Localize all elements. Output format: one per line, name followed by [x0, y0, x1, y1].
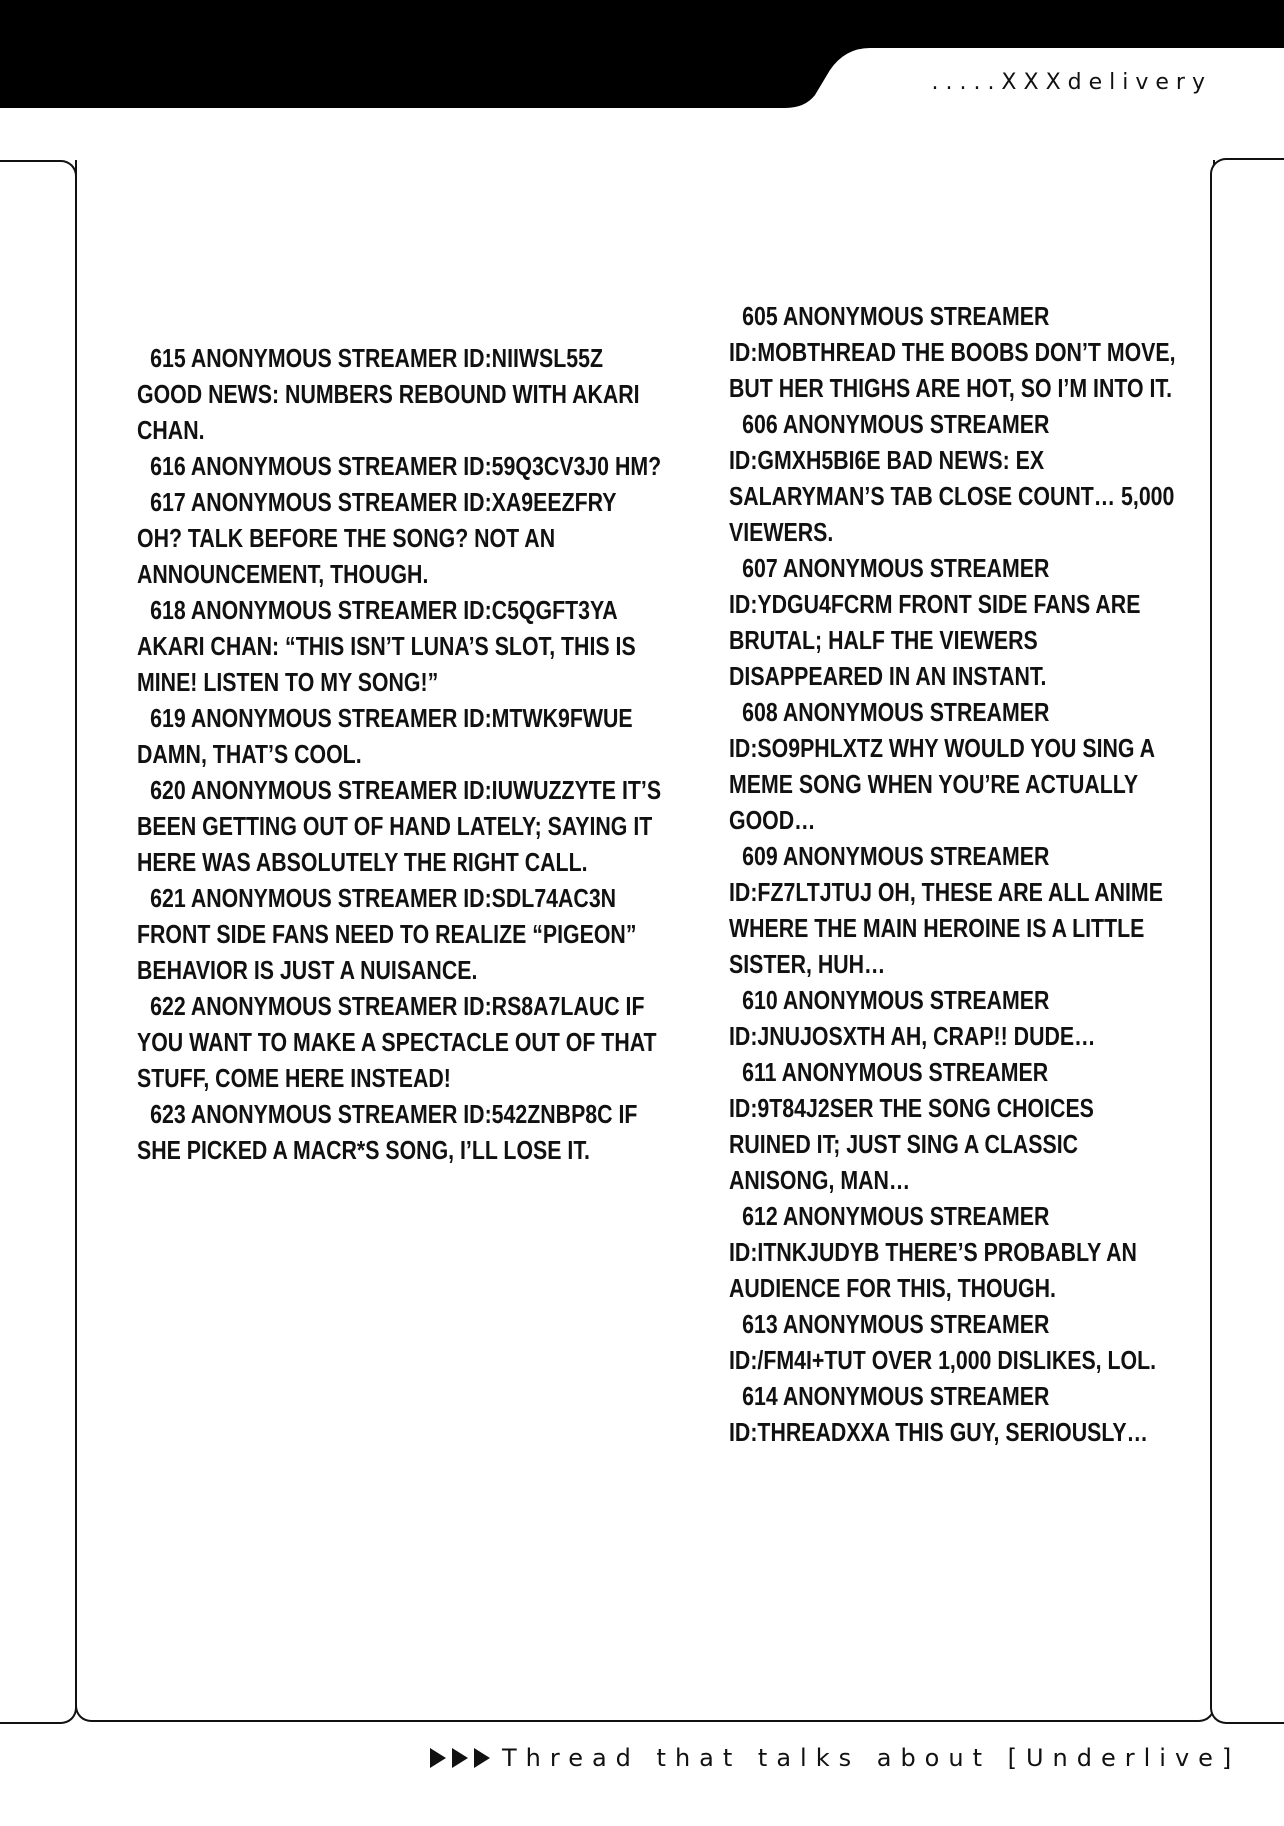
thread-post: 605 ANONYMOUS STREAMER ID:MOBTHREAD THE BOOBS DON’T MOVE, BUT HER THIGHS ARE HOT, SO I’M INTO IT.	[729, 301, 1176, 403]
play-arrow-icon	[474, 1748, 490, 1768]
thread-post: 613 ANONYMOUS STREAMER ID:/FM4I+TUT OVER 1,000 DISLIKES, LOL.	[729, 1309, 1157, 1375]
play-arrow-icon	[430, 1748, 446, 1768]
thread-post: 608 ANONYMOUS STREAMER ID:SO9PHLXTZ WHY WOULD YOU SING A MEME SONG WHEN YOU’RE ACTUALLY GOOD…	[729, 697, 1155, 835]
thread-post: 622 ANONYMOUS STREAMER ID:RS8A7LAUC IF YOU WANT TO MAKE A SPECTACLE OUT OF THAT STUFF, COME HERE INSTEAD!	[137, 991, 657, 1093]
thread-post: 610 ANONYMOUS STREAMER ID:JNUJOSXTH AH, CRAP!! DUDE…	[729, 985, 1096, 1051]
play-arrow-icon	[452, 1748, 468, 1768]
right-frame-tab	[1210, 158, 1284, 1724]
thread-post: 616 ANONYMOUS STREAMER ID:59Q3CV3J0 HM?	[150, 451, 662, 481]
thread-post: 615 ANONYMOUS STREAMER ID:NIIWSL55Z GOOD NEWS: NUMBERS REBOUND WITH AKARI CHAN.	[137, 343, 640, 445]
thread-post: 612 ANONYMOUS STREAMER ID:ITNKJUDYB THERE’S PROBABLY AN AUDIENCE FOR THIS, THOUGH.	[729, 1201, 1137, 1303]
footer-arrows	[430, 1748, 490, 1768]
thread-post: 617 ANONYMOUS STREAMER ID:XA9EEZFRY OH? TALK BEFORE THE SONG? NOT AN ANNOUNCEMENT, THOUGH.	[137, 487, 617, 589]
thread-post: 623 ANONYMOUS STREAMER ID:542ZNBP8C IF SHE PICKED A MACR*S SONG, I’LL LOSE IT.	[137, 1099, 638, 1165]
thread-post: 614 ANONYMOUS STREAMER ID:THREADXXA THIS GUY, SERIOUSLY…	[729, 1381, 1148, 1447]
thread-post: 618 ANONYMOUS STREAMER ID:C5QGFT3YA AKARI CHAN: “THIS ISN’T LUNA’S SLOT, THIS IS MINE! LISTEN TO MY SONG!”	[137, 595, 636, 697]
thread-post: 609 ANONYMOUS STREAMER ID:FZ7LTJTUJ OH, THESE ARE ALL ANIME WHERE THE MAIN HEROINE IS A LITTLE SISTER, HUH…	[729, 841, 1163, 979]
left-column	[137, 340, 662, 1168]
thread-post: 606 ANONYMOUS STREAMER ID:GMXH5BI6E BAD NEWS: EX SALARYMAN’S TAB CLOSE COUNT… 5,000 VIEWERS.	[729, 409, 1175, 547]
thread-post: 607 ANONYMOUS STREAMER ID:YDGU4FCRM FRONT SIDE FANS ARE BRUTAL; HALF THE VIEWERS DISAPPEARED IN AN INSTANT.	[729, 553, 1141, 691]
right-column	[729, 298, 1176, 1450]
left-frame-tab	[0, 160, 77, 1724]
thread-post: 619 ANONYMOUS STREAMER ID:MTWK9FWUE DAMN, THAT’S COOL.	[137, 703, 633, 769]
thread-post: 620 ANONYMOUS STREAMER ID:IUWUZZYTE IT’S BEEN GETTING OUT OF HAND LATELY; SAYING IT HERE WAS ABSOLUTELY THE RIGHT CALL.	[137, 775, 662, 877]
thread-post: 621 ANONYMOUS STREAMER ID:SDL74AC3N FRONT SIDE FANS NEED TO REALIZE “PIGEON” BEHAVIOR IS JUST A NUISANCE.	[137, 883, 637, 985]
footer	[430, 1744, 1241, 1772]
footer-title: Thread that talks about [Underlive]	[502, 1744, 1241, 1772]
thread-post: 611 ANONYMOUS STREAMER ID:9T84J2SER THE SONG CHOICES RUINED IT; JUST SING A CLASSIC ANISONG, MAN…	[729, 1057, 1094, 1195]
header-label: .....XXXdelivery	[931, 70, 1212, 95]
